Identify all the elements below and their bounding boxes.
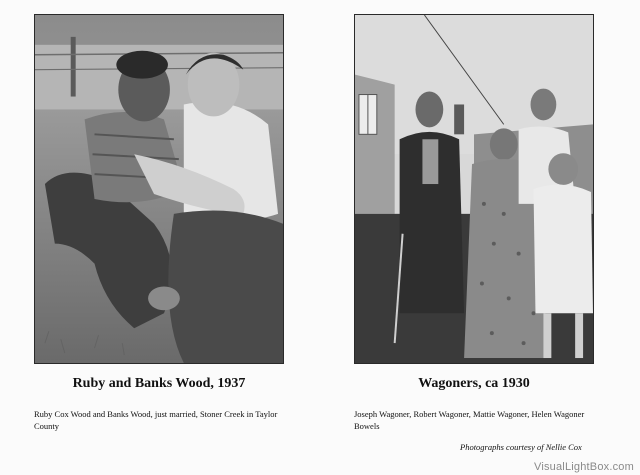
photo-credit: Photographs courtesy of Nellie Cox [460,442,582,452]
right-photo-title: Wagoners, ca 1930 [418,376,530,391]
left-photo-title: Ruby and Banks Wood, 1937 [72,376,246,391]
couple-photo [34,14,284,364]
family-photo-image [355,15,593,363]
watermark: VisualLightBox.com [533,461,634,473]
couple-photo-image [35,15,283,363]
family-photo [354,14,594,364]
left-photo-caption: Ruby Cox Wood and Banks Wood, just married, Stoner Creek in Taylor County [34,409,278,431]
right-photo-caption: Joseph Wagoner, Robert Wagoner, Mattie Wagoner, Helen Wagoner Bowels [354,409,585,431]
